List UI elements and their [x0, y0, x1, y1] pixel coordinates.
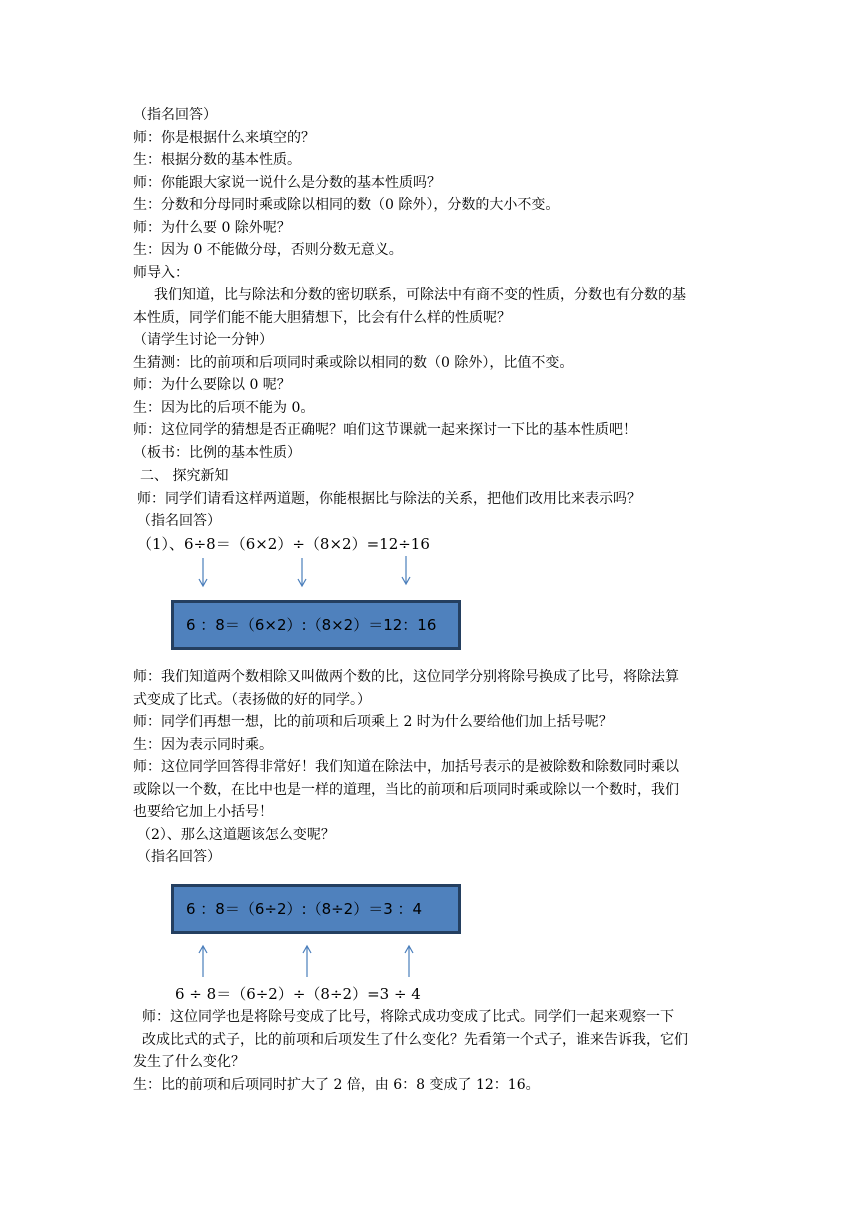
- up-arrows: [199, 946, 413, 977]
- text-line: 师：我们知道两个数相除又叫做两个数的比，这位同学分别将除号换成了比号，将除法算: [133, 669, 679, 685]
- text-line: （2）、那么这道题该怎么变呢？: [137, 827, 335, 843]
- text-line: 生：根据分数的基本性质。: [133, 152, 301, 168]
- text-line: 师导入：: [133, 265, 189, 281]
- arrowhead-icon: [199, 946, 207, 953]
- ratio-box-1: 6 ：8＝（6×2）:（8×2）＝12：16: [171, 600, 461, 650]
- text-line: 发生了什么变化？: [133, 1054, 245, 1070]
- text-line: （指名回答）: [137, 849, 221, 865]
- text-line: 生：分数和分母同时乘或除以相同的数（0 除外），分数的大小不变。: [133, 197, 560, 213]
- text-line: （指名回答）: [133, 107, 217, 123]
- text-line: 师：这位同学的猜想是否正确呢？咱们这节课就一起来探讨一下比的基本性质吧！: [133, 422, 637, 438]
- arrowhead-icon: [303, 946, 311, 953]
- text-line: 师：为什么要除以 0 呢？: [133, 377, 291, 393]
- text-line: 我们知道，比与除法和分数的密切联系，可除法中有商不变的性质，分数也有分数的基: [154, 287, 686, 303]
- text-line: 师：这位同学回答得非常好！我们知道在除法中，加括号表示的是被除数和除数同时乘以: [133, 759, 679, 775]
- text-line: 改成比式的式子，比的前项和后项发生了什么变化？先看第一个式子，谁来告诉我，它们: [142, 1032, 688, 1048]
- text-line: 师：这位同学也是将除号变成了比号，将除式成功变成了比式。同学们一起来观察一下: [142, 1009, 674, 1025]
- text-line: 师：为什么要 0 除外呢？: [133, 220, 291, 236]
- text-line: 师：同学们请看这样两道题，你能根据比与除法的关系，把他们改用比来表示吗？: [137, 491, 641, 507]
- text-line: 生猜测：比的前项和后项同时乘或除以相同的数（0 除外），比值不变。: [133, 355, 574, 371]
- arrowhead-icon: [402, 577, 410, 584]
- text-line: 师：同学们再想一想，比的前项和后项乘上 2 时为什么要给他们加上括号呢？: [133, 714, 613, 730]
- text-line: 师：你是根据什么来填空的？: [133, 130, 315, 146]
- text-line: 生：因为 0 不能做分母，否则分数无意义。: [133, 242, 403, 258]
- text-line: （板书：比例的基本性质）: [133, 445, 301, 461]
- arrowhead-icon: [298, 579, 306, 586]
- arrowhead-icon: [199, 579, 207, 586]
- text-line: （请学生讨论一分钟）: [133, 332, 273, 348]
- text-line: 生：因为比的后项不能为 0。: [133, 400, 315, 416]
- text-line: 或除以一个数，在比中也是一样的道理，当比的前项和后项同时乘或除以一个数时，我们: [133, 782, 679, 798]
- text-line: 生：因为表示同时乘。: [133, 737, 273, 753]
- section-heading: 二、 探究新知: [140, 468, 229, 484]
- down-arrows: [199, 556, 410, 586]
- text-line: 也要给它加上小括号！: [133, 804, 273, 820]
- ratio-box-2: 6 ：8＝（6÷2）:（8÷2）＝3 ：4: [171, 884, 461, 934]
- text-line: （指名回答）: [137, 513, 221, 529]
- text-line: 式变成了比式。（表扬做的好的同学。）: [133, 692, 371, 708]
- equation-line: 6 ÷ 8＝（6÷2）÷（8÷2）=3 ÷ 4: [175, 985, 421, 1003]
- arrowhead-icon: [405, 946, 413, 953]
- text-line: 生：比的前项和后项同时扩大了 2 倍，由 6：8 变成了 12：16。: [133, 1077, 540, 1093]
- text-line: 师：你能跟大家说一说什么是分数的基本性质吗？: [133, 175, 441, 191]
- equation-line: （1）、6÷8＝（6×2）÷（8×2）=12÷16: [137, 535, 430, 553]
- text-line: 本性质，同学们能不能大胆猜想下，比会有什么样的性质呢？: [133, 310, 511, 326]
